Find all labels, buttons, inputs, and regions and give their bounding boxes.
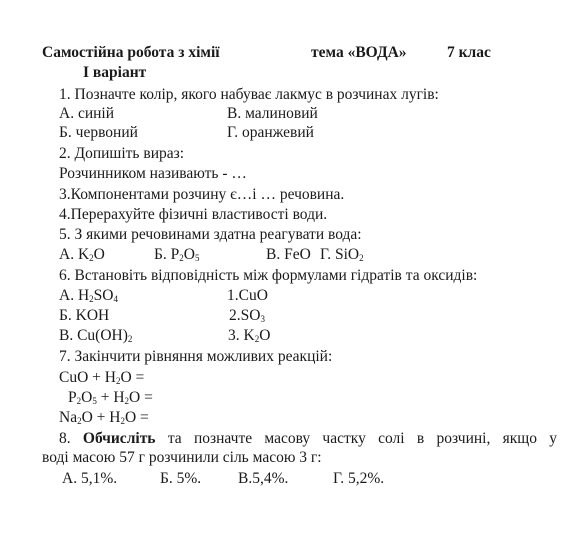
worksheet-topic: тема «ВОДА» — [311, 44, 407, 61]
worksheet-grade: 7 клас — [447, 44, 491, 61]
q5-option-g: Г. SiO$_2$ — [320, 246, 364, 263]
q6-oxide-3: 3. $K_2O$ — [228, 327, 271, 344]
q8-option-g: Г. 5,2%. — [333, 470, 385, 487]
worksheet-variant: I варіант — [83, 64, 147, 81]
question-4: 4.Перерахуйте фізичні властивості води. — [59, 206, 328, 223]
q1-option-b: Б. червоний — [59, 124, 138, 141]
q8-option-v: В.5,4%. — [238, 470, 289, 487]
q6-hydrate-a: А. $H_2SO_4$ — [59, 287, 118, 304]
q7-equation-1: CuO + $H_2O$ = — [59, 369, 145, 386]
q6-oxide-2: $2.SO_3$ — [229, 307, 265, 324]
q1-option-g: Г. оранжевий — [227, 124, 314, 141]
question-5: 5. З якими речовинами здатна реагувати вода: — [59, 226, 362, 243]
q8-keyword: Обчисліть — [82, 430, 156, 447]
question-8-continued: воді масою 57 г розчинили сіль масою 3 г: — [42, 449, 322, 466]
q6-hydrate-v: В. $Cu(OH)_2$ — [59, 327, 133, 344]
question-8: 8. Обчисліть та позначте масову частку солі в розчині, якщо у — [59, 430, 558, 447]
q6-oxide-1: 1.CuO — [227, 287, 268, 304]
q5-option-a: А. $K_2O$ — [59, 246, 105, 263]
worksheet-title: Самостійна робота з хімії — [42, 44, 220, 61]
q5-option-b: Б. $P_2O_5$ — [154, 246, 200, 263]
question-3: 3.Компонентами розчину є…і … речовина. — [59, 186, 345, 203]
question-2: 2. Допишіть вираз: — [59, 145, 185, 162]
q1-option-a: А. синій — [59, 105, 115, 122]
q8-option-a: А. 5,1%. — [62, 470, 118, 487]
question-1: 1. Позначте колір, якого набуває лакмус в розчинах лугів: — [59, 86, 439, 103]
q8-option-b: Б. 5%. — [160, 470, 202, 487]
question-7: 7. Закінчити рівняння можливих реакцій: — [59, 348, 333, 365]
question-6: 6. Встановіть відповідність між формулами гідратів та оксидів: — [59, 267, 478, 284]
q5-option-v: В. FeO — [266, 246, 311, 263]
q1-option-v: В. малиновий — [227, 105, 318, 122]
q7-equation-2: $P_2O_5 + H_2O$ = — [68, 389, 153, 406]
q7-equation-3: $Na_2O + H_2O$ = — [59, 409, 149, 426]
q2-expression: Розчинником називають - … — [59, 165, 247, 182]
q6-hydrate-b: Б. KOH — [59, 307, 110, 324]
